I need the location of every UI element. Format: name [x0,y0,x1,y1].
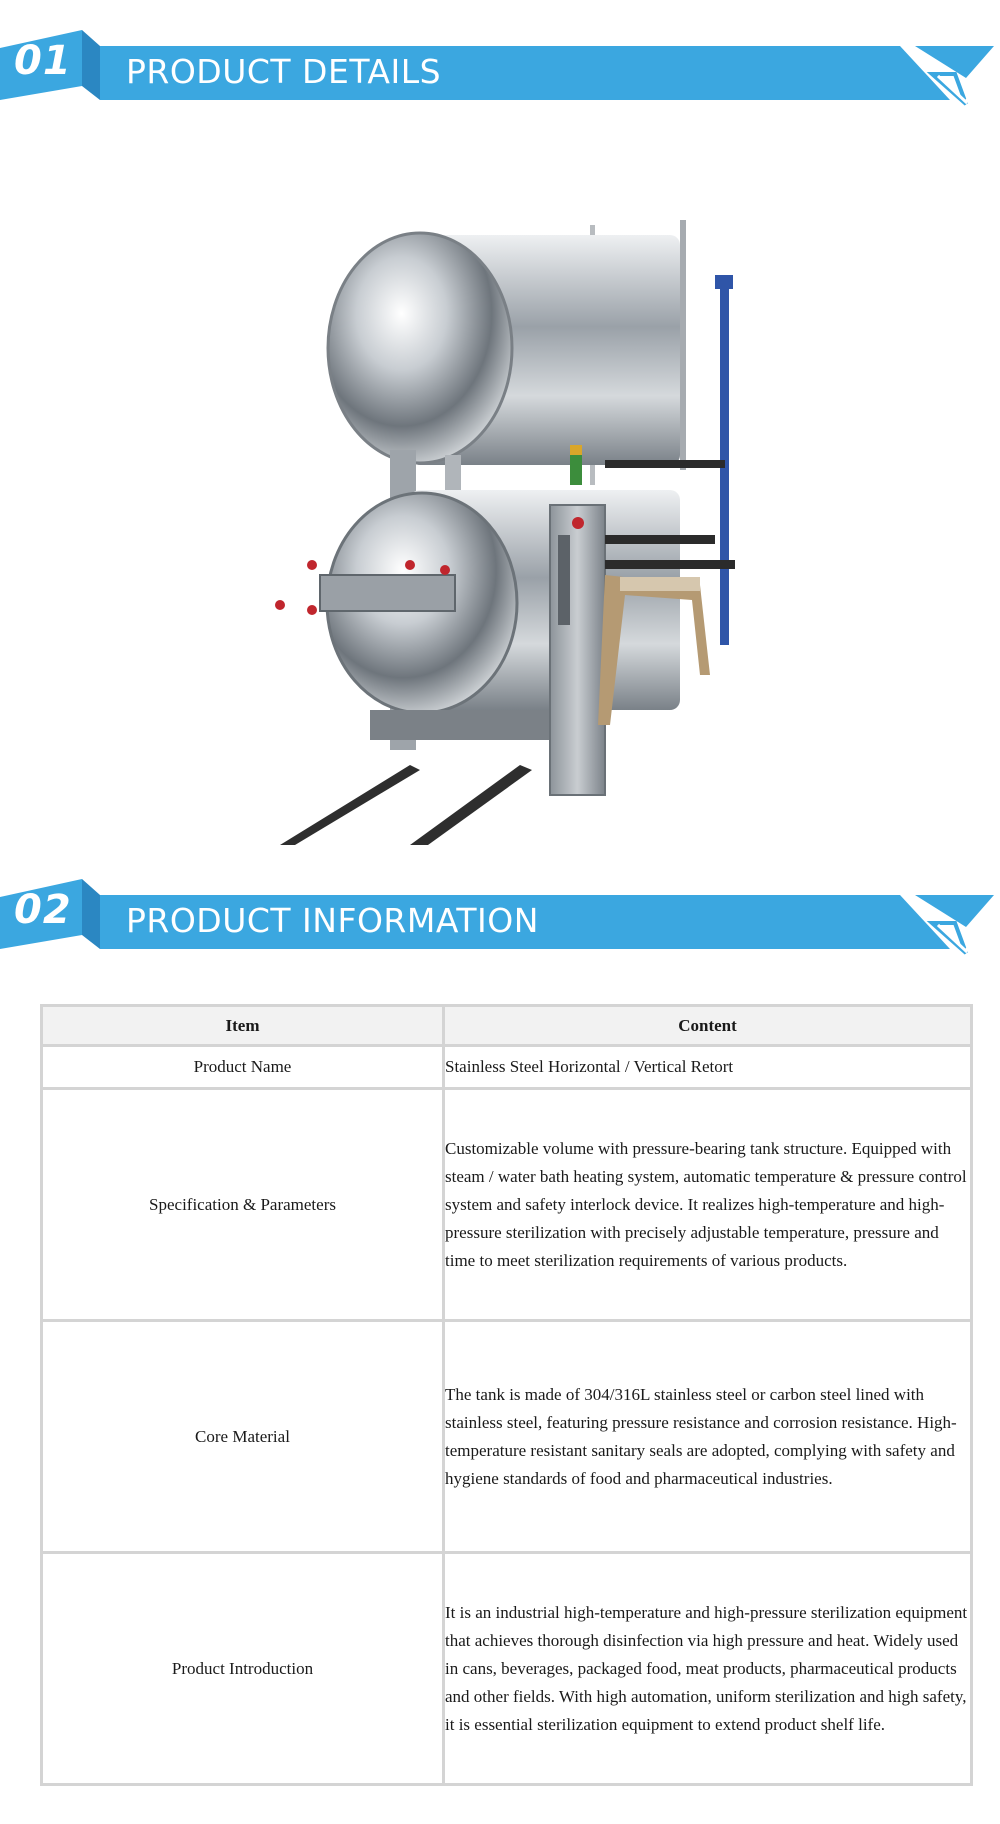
row-item-label: Product Introduction [42,1553,444,1785]
row-content-text: The tank is made of 304/316L stainless steel or carbon steel lined with stainless steel, featuring pressure resistance and corrosion resistance. High-temperature resistant sanitary seals are adopted, complying with safety and hygiene standards of food and pharmaceutical industries. [444,1321,972,1553]
row-item-label: Core Material [42,1321,444,1553]
section-banner-01 [0,26,1000,106]
column-header-item: Item [42,1006,444,1046]
row-item-label: Specification & Parameters [42,1089,444,1321]
row-content-text: It is an industrial high-temperature and high-pressure sterilization equipment that achieves thorough disinfection via high pressure and heat. Widely used in cans, beverages, packaged food, meat products, pharmaceutical products and other fields. With high automation, uniform sterilization and high safety, it is essential sterilization equipment to extend product shelf life. [444,1553,972,1785]
section-number: 01 [14,38,72,84]
section-number: 02 [14,887,72,933]
row-content-text: Customizable volume with pressure-bearing tank structure. Equipped with steam / water bath heating system, automatic temperature & pressure control system and safety interlock device. It realizes high-temperature and high-pressure sterilization with precisely adjustable temperature, pressure and time to meet sterilization requirements of various products. [444,1089,972,1321]
section-title: PRODUCT DETAILS [126,52,442,91]
table-row [42,1046,972,1089]
row-content-text: Stainless Steel Horizontal / Vertical Retort [444,1046,972,1089]
retort-machine-photo [260,205,760,845]
product-info-table [40,1004,973,1786]
column-header-content: Content [444,1006,972,1046]
section-title: PRODUCT INFORMATION [126,901,539,940]
row-item-label: Product Name [42,1046,444,1089]
table-row [42,1321,972,1553]
table-row [42,1553,972,1785]
table-header-row [42,1006,972,1046]
section-banner-02 [0,875,1000,955]
table-row [42,1089,972,1321]
